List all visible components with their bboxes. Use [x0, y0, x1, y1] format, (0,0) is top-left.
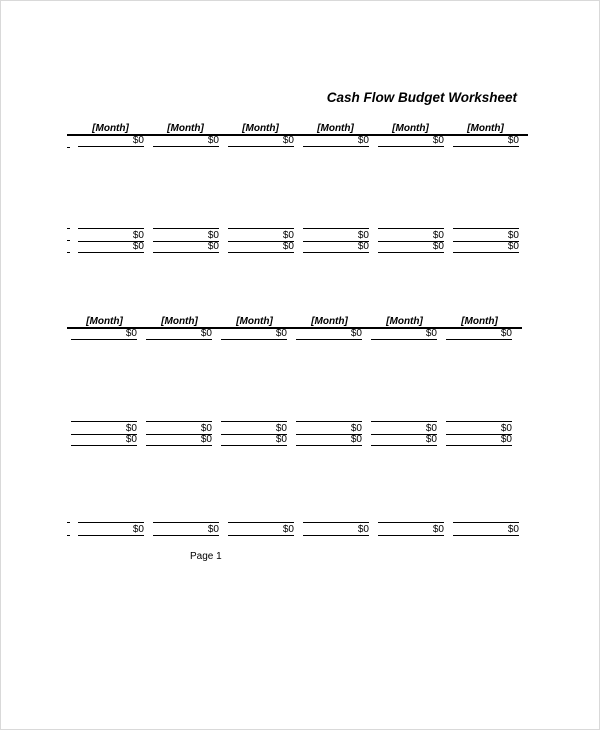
amount-cell[interactable]: $0 [153, 135, 219, 147]
amount-cell[interactable]: $0 [296, 423, 362, 435]
amount-cell[interactable]: $0 [78, 135, 144, 147]
total-rule [371, 421, 437, 422]
amount-cell[interactable]: $0 [446, 434, 512, 446]
amount-cell[interactable]: $0 [378, 135, 444, 147]
amount-cell[interactable]: $0 [78, 241, 144, 253]
amount-cell[interactable]: $0 [371, 423, 437, 435]
total-rule [228, 228, 294, 229]
amount-cell[interactable]: $0 [228, 524, 294, 536]
page-number: Page 1 [190, 551, 222, 562]
amount-cell[interactable]: $0 [296, 434, 362, 446]
amount-cell[interactable]: $0 [78, 524, 144, 536]
amount-cell[interactable]: $0 [371, 434, 437, 446]
amount-cell[interactable]: $0 [446, 423, 512, 435]
total-rule [71, 421, 137, 422]
total-rule [146, 421, 212, 422]
amount-cell[interactable]: $0 [228, 135, 294, 147]
total-rule [378, 228, 444, 229]
amount-cell[interactable]: $0 [378, 230, 444, 242]
amount-cell[interactable]: $0 [153, 524, 219, 536]
month-header: [Month] [317, 123, 354, 134]
row-tick [67, 252, 70, 253]
amount-cell[interactable]: $0 [146, 423, 212, 435]
amount-cell[interactable]: $0 [221, 423, 287, 435]
total-rule [228, 522, 294, 523]
amount-cell[interactable]: $0 [453, 135, 519, 147]
amount-cell[interactable]: $0 [446, 328, 512, 340]
month-header: [Month] [392, 123, 429, 134]
amount-cell[interactable]: $0 [78, 230, 144, 242]
amount-cell[interactable]: $0 [146, 328, 212, 340]
row-tick [67, 522, 70, 523]
amount-cell[interactable]: $0 [228, 241, 294, 253]
month-header: [Month] [86, 316, 123, 327]
total-rule [303, 522, 369, 523]
total-rule [153, 228, 219, 229]
total-rule [78, 522, 144, 523]
total-rule [78, 228, 144, 229]
amount-cell[interactable]: $0 [228, 230, 294, 242]
amount-cell[interactable]: $0 [71, 434, 137, 446]
amount-cell[interactable]: $0 [371, 328, 437, 340]
amount-cell[interactable]: $0 [303, 230, 369, 242]
amount-cell[interactable]: $0 [153, 230, 219, 242]
total-rule [296, 421, 362, 422]
row-tick [67, 147, 70, 148]
month-header: [Month] [236, 316, 273, 327]
amount-cell[interactable]: $0 [378, 241, 444, 253]
amount-cell[interactable]: $0 [296, 328, 362, 340]
amount-cell[interactable]: $0 [221, 328, 287, 340]
month-header: [Month] [467, 123, 504, 134]
total-rule [446, 421, 512, 422]
amount-cell[interactable]: $0 [303, 135, 369, 147]
amount-cell[interactable]: $0 [71, 328, 137, 340]
amount-cell[interactable]: $0 [153, 241, 219, 253]
month-header: [Month] [242, 123, 279, 134]
amount-cell[interactable]: $0 [303, 241, 369, 253]
page-title: Cash Flow Budget Worksheet [326, 90, 517, 105]
total-rule [453, 522, 519, 523]
amount-cell[interactable]: $0 [378, 524, 444, 536]
amount-cell[interactable]: $0 [453, 230, 519, 242]
row-tick [67, 228, 70, 229]
amount-cell[interactable]: $0 [453, 524, 519, 536]
month-header: [Month] [311, 316, 348, 327]
amount-cell[interactable]: $0 [453, 241, 519, 253]
month-header: [Month] [167, 123, 204, 134]
month-header: [Month] [386, 316, 423, 327]
total-rule [303, 228, 369, 229]
month-header: [Month] [461, 316, 498, 327]
amount-cell[interactable]: $0 [221, 434, 287, 446]
month-header: [Month] [92, 123, 129, 134]
total-rule [221, 421, 287, 422]
total-rule [378, 522, 444, 523]
total-rule [453, 228, 519, 229]
amount-cell[interactable]: $0 [303, 524, 369, 536]
row-tick [67, 240, 70, 241]
total-rule [153, 522, 219, 523]
month-header: [Month] [161, 316, 198, 327]
amount-cell[interactable]: $0 [71, 423, 137, 435]
amount-cell[interactable]: $0 [146, 434, 212, 446]
row-tick [67, 535, 70, 536]
